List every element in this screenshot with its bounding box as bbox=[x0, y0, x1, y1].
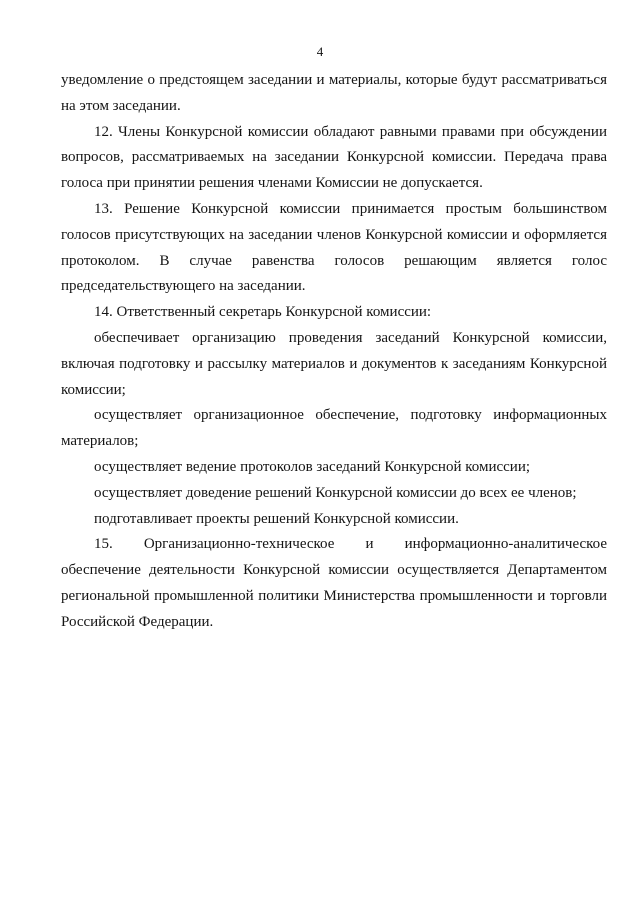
page-number: 4 bbox=[316, 44, 324, 59]
paragraph-continuation: уведомление о предстоящем заседании и материалы, которые будут рассматриваться на этом заседании. bbox=[61, 72, 607, 114]
paragraph-14-item-2: осуществляет организационное обеспечение, подготовку информационных материалов; bbox=[61, 407, 607, 450]
paragraph-15-rest: обеспечение деятельности Конкурсной комиссии осуществляется Департаментом региональной промышленной политики Министерства промышленности и торговли Российской Федерации. bbox=[61, 562, 607, 630]
paragraph-14-item-5: подготавливает проекты решений Конкурсной комиссии. bbox=[94, 510, 459, 527]
paragraph-14: 14. Ответственный секретарь Конкурсной комиссии: bbox=[94, 304, 432, 321]
paragraph-15-first-line: 15. Организационно-техническое и информационно-аналитическое bbox=[94, 536, 607, 553]
paragraph-14-item-1: обеспечивает организацию проведения заседаний Конкурсной комиссии, включая подготовку и рассылку материалов и документов к заседаниям Конкурсной комиссии; bbox=[61, 329, 607, 398]
document-body bbox=[61, 68, 607, 636]
paragraph-14-item-3: осуществляет ведение протоколов заседаний Конкурсной комиссии; bbox=[94, 458, 531, 475]
paragraph-12: 12. Члены Конкурсной комиссии обладают равными правами при обсуждении вопросов, рассматриваемых на заседании Конкурсной комиссии. Передача права голоса при принятии решения членами Комиссии не допускается. bbox=[61, 123, 607, 192]
paragraph-14-item-4: осуществляет доведение решений Конкурсной комиссии до всех ее членов; bbox=[94, 484, 577, 501]
paragraph-13: 13. Решение Конкурсной комиссии принимается простым большинством голосов присутствующих на заседании членов Конкурсной комиссии и оформляется протоколом. В случае равенства голосов решающим является голос председательствующего на заседании. bbox=[61, 200, 607, 295]
